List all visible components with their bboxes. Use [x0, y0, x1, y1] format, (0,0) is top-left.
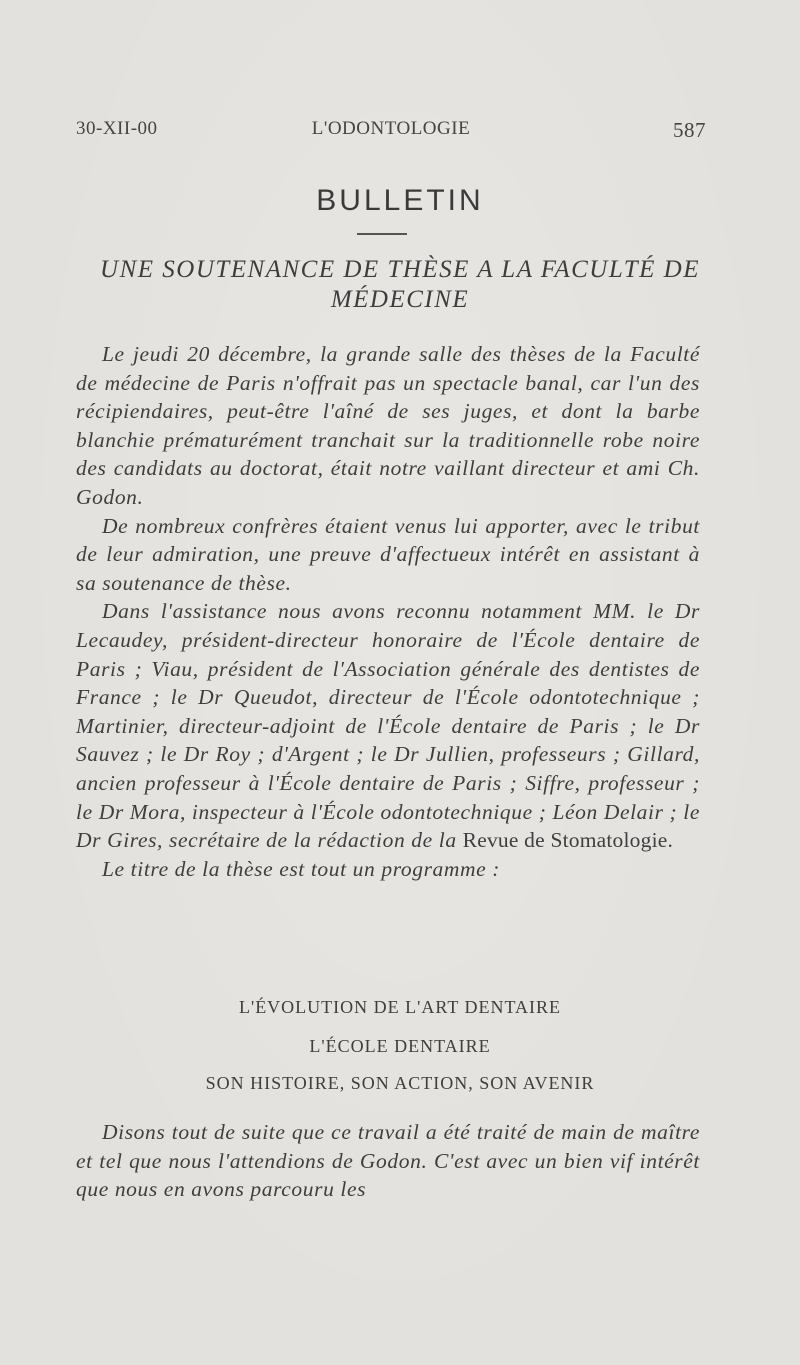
paragraph-3	[76, 597, 700, 854]
paragraph-2: De nombreux confrères étaient venus lui apporter, avec le tribut de leur admiration, une preuve d'affectueux intérêt en assistant à sa soutenance de thèse.	[76, 513, 700, 595]
closing-paragraph: Disons tout de suite que ce travail a été traité de main de maître et tel que nous l'attendions de Godon. C'est avec un bien vif intérêt que nous en avons parcouru les	[76, 1120, 700, 1202]
journal-reference: Revue de Stomatologie.	[462, 828, 674, 853]
thesis-title-line-2: L'ÉCOLE DENTAIRE	[309, 1036, 491, 1056]
section-title: BULLETIN	[316, 184, 484, 217]
article-title: UNE SOUTENANCE DE THÈSE A LA FACULTÉ DE MÉDECINE	[100, 256, 700, 313]
paragraph-4: Le titre de la thèse est tout un programme :	[102, 856, 501, 881]
running-header	[76, 118, 706, 148]
header-journal-name: L'ODONTOLOGIE	[311, 118, 471, 139]
closing-body	[76, 1118, 700, 1204]
paragraph-3-text: Dans l'assistance nous avons reconnu notamment MM. le Dr Lecaudey, président-directeur honoraire de l'École dentaire de Paris ; Viau, président de l'Association générale des dentistes de France ; le Dr Queudot, directeur de l'École odontotechnique ; Martinier, directeur-adjoint de l'École dentaire de Paris ; le Dr Sauvez ; le Dr Roy ; d'Argent ; le Dr Jullien, professeurs ; Gillard, ancien professeur à l'École dentaire de Paris ; Siffre, professeur ; le Dr Mora, inspecteur à l'École odontotechnique ; Léon Delair ; le Dr Gires, secrétaire de la rédaction de la	[76, 599, 700, 853]
title-divider	[357, 233, 407, 235]
thesis-title-line-1: L'ÉVOLUTION DE L'ART DENTAIRE	[238, 997, 562, 1017]
thesis-title-line-3: SON HISTOIRE, SON ACTION, SON AVENIR	[205, 1073, 595, 1093]
header-date: 30-XII-00	[76, 118, 158, 139]
paragraph-1: Le jeudi 20 décembre, la grande salle des thèses de la Faculté de médecine de Paris n'offrait pas un spectacle banal, car l'un des récipiendaires, peut-être l'aîné de ses juges, et dont la barbe blanchie prématurément tranchait sur la traditionnelle robe noire des candidats au doctorat, était notre vaillant directeur et ami Ch. Godon.	[76, 342, 700, 509]
article-body	[76, 340, 700, 883]
page-number: 587	[673, 118, 706, 142]
